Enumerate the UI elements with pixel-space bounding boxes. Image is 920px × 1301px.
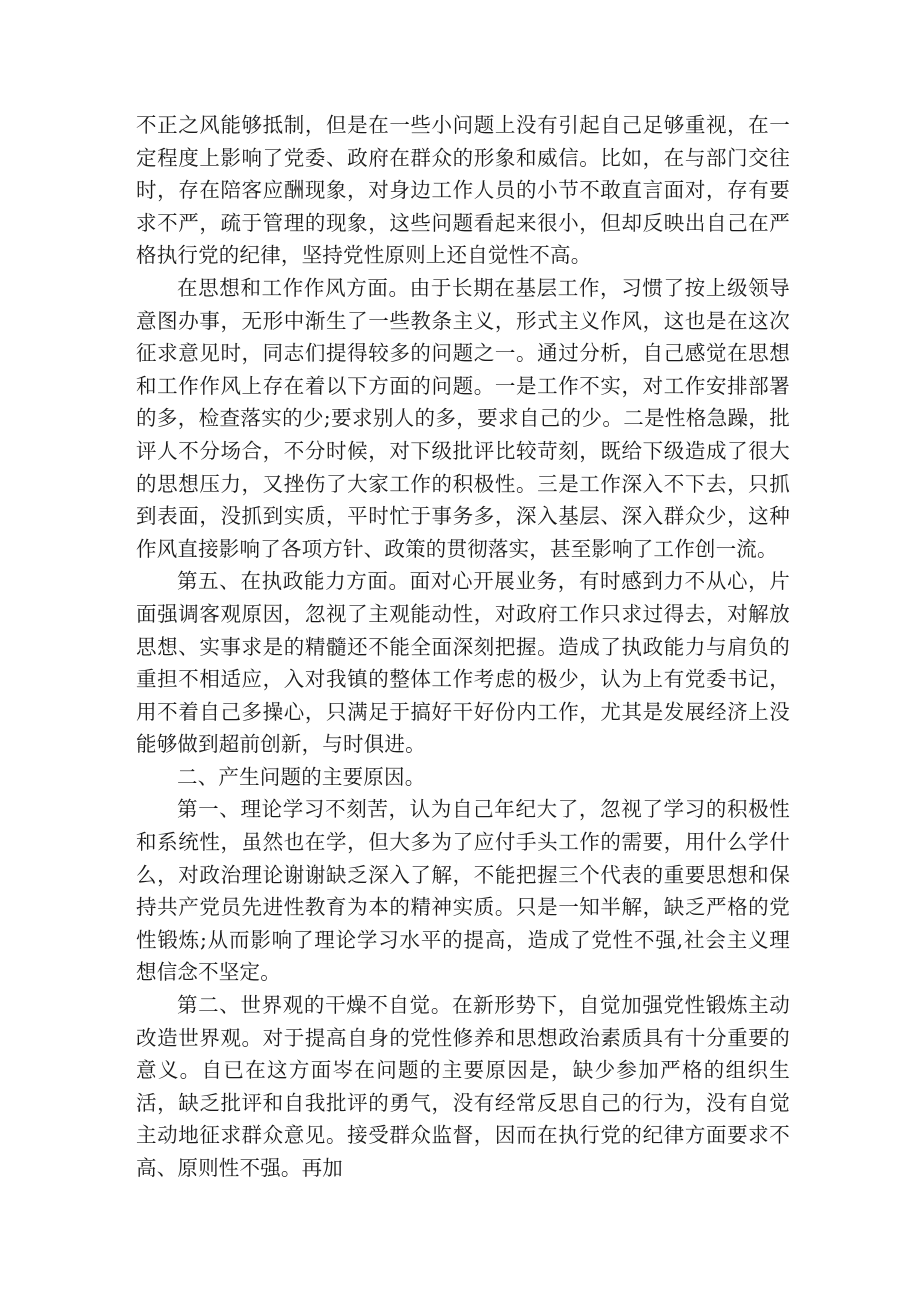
paragraph-2: 在思想和工作作风方面。由于长期在基层工作，习惯了按上级领导意图办事，无形中渐生了一些教条主义，形式主义作风，这也是在这次征求意见时，同志们提得较多的问题之一。通过分析，自己感觉在思想和工作作风上存在着以下方面的问题。一是工作不实，对工作安排部署的多，检查落实的少;要求别人的多，要求自己的少。二是性格急躁，批评人不分场合，不分时候，对下级批评比较苛刻，既给下级造成了很大的思想压力，又挫伤了大家工作的积极性。三是工作深入不下去，只抓到表面，没抓到实质，平时忙于事务多，深入基层、深入群众少，这种作风直接影响了各项方针、政策的贯彻落实，甚至影响了工作创一流。: [136, 275, 790, 561]
document-body: [136, 109, 790, 1185]
section-heading-causes: 二、产生问题的主要原因。: [177, 764, 426, 789]
paragraph-4: 第一、理论学习不刻苦，认为自己年纪大了，忽视了学习的积极性和系统性，虽然也在学，但大多为了应付手头工作的需要，用什么学什么，对政治理论谢谢缺乏深入了解，不能把握三个代表的重要思想和保持共产党员先进性教育为本的精神实质。只是一知半解，缺乏严格的党性锻炼;从而影响了理论学习水平的提高，造成了党性不强,社会主义理想信念不坚定。: [136, 797, 790, 985]
paragraph-3: 第五、在执政能力方面。面对心开展业务，有时感到力不从心，片面强调客观原因，忽视了主观能动性，对政府工作只求过得去，对解放思想、实事求是的精髓还不能全面深刻把握。造成了执政能力与肩负的重担不相适应，入对我镇的整体工作考虑的极少，认为上有党委书记，用不着自己多操心，只满足于搞好干好份内工作，尤其是发展经济上没能够做到超前创新，与时俱进。: [136, 569, 790, 757]
paragraph-5: 第二、世界观的干燥不自觉。在新形势下，自觉加强党性锻炼主动改造世界观。对于提高自身的党性修养和思想政治素质具有十分重要的意义。自已在这方面岑在问题的主要原因是，缺少参加严格的组织生活，缺乏批评和自我批评的勇气，没有经常反思自己的行为，没有自觉主动地征求群众意见。接受群众监督，因而在执行党的纪律方面要求不高、原则性不强。再加: [136, 993, 790, 1180]
paragraph-1: 不正之风能够抵制，但是在一些小问题上没有引起自己足够重视，在一定程度上影响了党委、政府在群众的形象和威信。比如，在与部门交往时，存在陪客应酬现象，对身边工作人员的小节不敢直言面对，存有要求不严，疏于管理的现象，这些问题看起来很小，但却反映出自己在严格执行党的纪律，坚持党性原则上还自觉性不高。: [136, 113, 790, 268]
